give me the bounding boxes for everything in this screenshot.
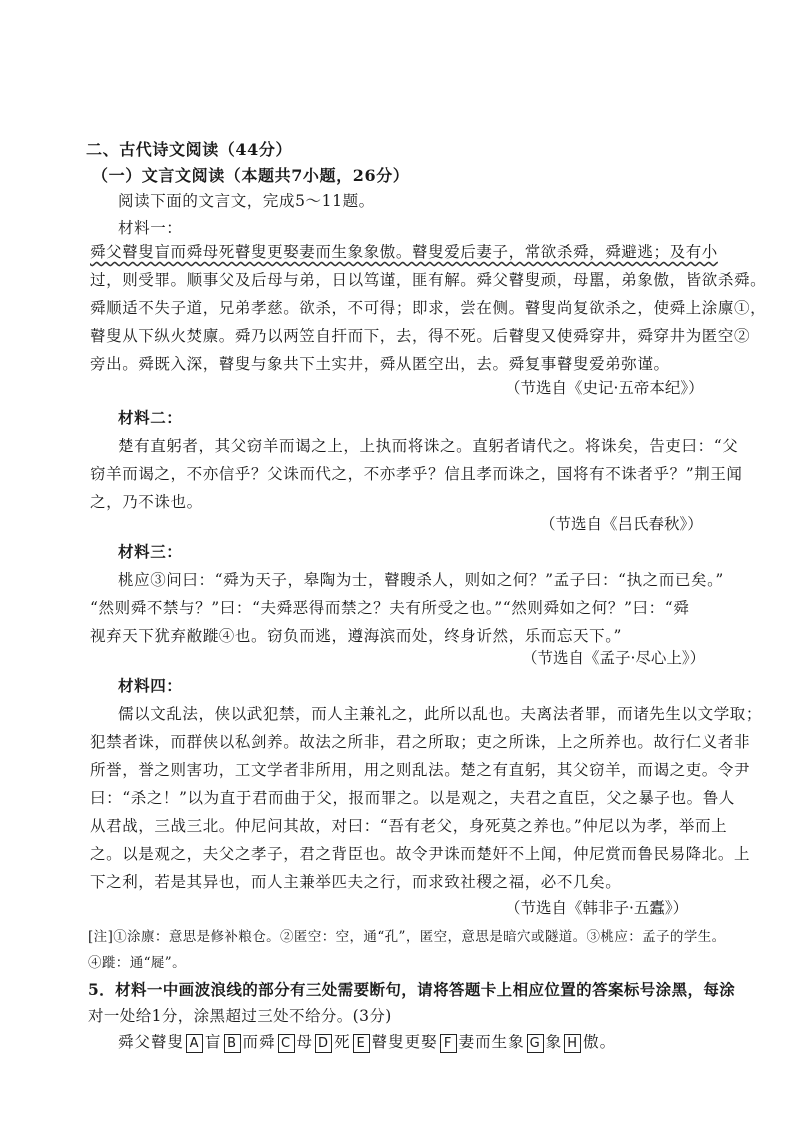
material-3-source: （节选自《孟子·尽心上》） — [522, 649, 706, 667]
material-4-line-7: 下之利，若是其异也，而人主兼举匹夫之行，而求致社稷之福，必不几矣。 — [90, 873, 622, 891]
option-segment: 而舜 — [242, 1033, 276, 1051]
material-4-line-4: 曰：“杀之！”以为直于君而曲于父，报而罪之。以是观之，夫君之直臣，父之暴子也。鲁人 — [90, 789, 735, 807]
option-segment: 傲。 — [583, 1033, 617, 1051]
section-title: 二、古代诗文阅读（44分） — [86, 140, 293, 159]
material-2-line-3: 之，乃不诛也。 — [90, 493, 203, 511]
option-box-b[interactable]: B — [224, 1034, 241, 1053]
note-line-2: ④蹝：通“屣”。 — [88, 955, 187, 971]
note-line-1: [注]①涂廪：意思是修补粮仓。②匿空：空，通“孔”，匿空，意思是暗穴或隧道。③桃应：孟子的学生。 — [88, 929, 726, 945]
material-3-line-2: “然则舜不禁与？”曰：“夫舜恶得而禁之？夫有所受之也。”“然则舜如之何？”曰：“舜 — [90, 599, 690, 617]
material-4-source: （节选自《韩非子·五蠹》） — [505, 899, 689, 917]
material-1-source: （节选自《史记·五帝本纪》） — [505, 379, 704, 397]
instruction: 阅读下面的文言文，完成5～11题。 — [118, 192, 375, 210]
option-box-a[interactable]: A — [186, 1034, 203, 1053]
material-1-label: 材料一： — [118, 219, 183, 237]
material-4-line-2: 犯禁者诛，而群侠以私剑养。故法之所非，君之所取；吏之所诛，上之所养也。故行仁义者非 — [90, 733, 751, 751]
material-2-line-1: 楚有直躬者，其父窃羊而谒之上，上执而将诛之。直躬者请代之。将诛矣，告吏曰：“父 — [118, 437, 739, 455]
material-1-line-1: 舜父瞽叟盲而舜母死瞽叟更娶妻而生象象傲。瞽叟爱后妻子，常欲杀舜，舜避逃；及有小 — [90, 243, 718, 261]
option-segment: 象 — [545, 1033, 563, 1051]
material-2-source: （节选自《吕氏春秋》） — [540, 515, 703, 533]
option-box-h[interactable]: H — [564, 1034, 581, 1053]
answer-options — [118, 1032, 616, 1053]
option-segment: 母 — [296, 1033, 314, 1051]
option-segment: 妻而生象 — [458, 1033, 525, 1051]
option-segment: 瞽叟更娶 — [371, 1033, 438, 1051]
material-4-line-6: 之。以是观之，夫父之孝子，君之背臣也。故令尹诛而楚奸不上闻，仲尼赏而鲁民易降北。上 — [90, 845, 751, 863]
material-1-line-5: 旁出。舜既入深，瞽叟与象共下土实井，舜从匿空出，去。舜复事瞽叟爱弟弥谨。 — [90, 355, 670, 373]
material-1-line-4: 瞽叟从下纵火焚廪。舜乃以两笠自扞而下，去，得不死。后瞽叟又使舜穿井，舜穿井为匿空② — [90, 327, 751, 345]
option-segment: 盲 — [205, 1033, 222, 1051]
material-4-label: 材料四： — [118, 676, 183, 695]
question-5-line-2: 对一处给1分，涂黑超过三处不给分。(3分) — [88, 1007, 392, 1025]
material-1-line-2: 过，则受罪。顺事父及后母与弟，日以笃谨，匪有解。舜父瞽叟顽，母嚚，弟象傲，皆欲杀舜。 — [90, 271, 767, 289]
option-box-d[interactable]: D — [315, 1034, 332, 1053]
question-5-line-1: 5．材料一中画波浪线的部分有三处需要断句，请将答题卡上相应位置的答案标号涂黑，每涂 — [88, 980, 736, 999]
material-1-line-3: 舜顺适不失子道，兄弟孝慈。欲杀，不可得；即求，尝在侧。瞽叟尚复欲杀之，使舜上涂廪①， — [90, 299, 767, 317]
material-4-line-3: 所誉，誉之则害功，工文学者非所用，用之则乱法。楚之有直躬，其父窃羊，而谒之吏。令尹 — [90, 761, 751, 779]
option-box-e[interactable]: E — [353, 1034, 370, 1053]
material-4-line-1: 儒以文乱法，侠以武犯禁，而人主兼礼之，此所以乱也。夫离法者罪，而诸先生以文学取； — [118, 705, 763, 723]
material-3-line-3: 视弃天下犹弃敝蹝④也。窃负而逃，遵海滨而处，终身䜣然，乐而忘天下。” — [90, 627, 623, 645]
material-4-line-5: 从君战，三战三北。仲尼问其故，对曰：“吾有老父，身死莫之养也。”仲尼以为孝，举而上 — [90, 817, 728, 835]
material-2-line-2: 窃羊而谒之，不亦信乎？父诛而代之，不亦孝乎？信且孝而诛之，国将有不诛者乎？”荆王闻 — [90, 465, 743, 483]
option-box-g[interactable]: G — [527, 1034, 544, 1053]
option-segment: 死 — [334, 1033, 351, 1051]
option-box-c[interactable]: C — [278, 1034, 295, 1053]
option-box-f[interactable]: F — [440, 1034, 457, 1053]
material-2-label: 材料二： — [118, 408, 183, 427]
material-3-label: 材料三： — [118, 542, 183, 561]
option-segment: 舜父瞽叟 — [118, 1033, 185, 1051]
material-3-line-1: 桃应③问曰：“舜为天子，皋陶为士，瞽瞍杀人，则如之何？”孟子曰：“执之而已矣。” — [118, 571, 724, 589]
sub-title: （一）文言文阅读（本题共7小题，26分） — [92, 166, 410, 185]
